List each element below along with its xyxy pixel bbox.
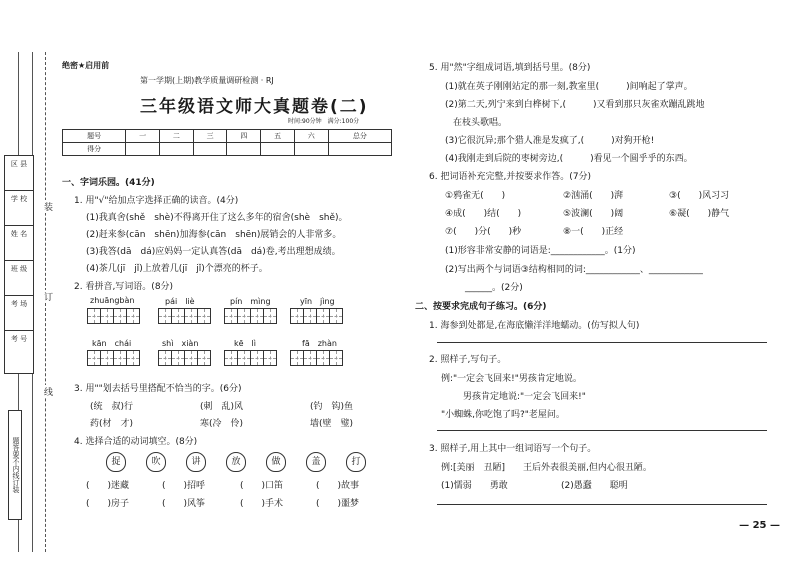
q4-blank[interactable]: ( )手术 [240, 499, 284, 509]
score-cell: 总分 [328, 130, 391, 143]
q1-item: (3)我答(dā dá)应妈妈一定认真答(dā dá)卷,考出理想成绩。 [86, 247, 341, 257]
q4-blank[interactable]: ( )口笛 [240, 481, 284, 491]
answer-line[interactable] [437, 342, 767, 343]
q1-item: (4)茶几(jī jǐ)上放着几(jī jǐ)个漂亮的杯子。 [86, 264, 268, 274]
score-cell: 六 [294, 130, 328, 143]
answer-grid[interactable] [224, 308, 276, 324]
pinyin-label: shì xiàn [162, 339, 199, 348]
fold-mark-zhuang: 装 [44, 200, 53, 213]
q5-item: (1)就在英子刚刚站定的那一刻,教室里( )间响起了掌声。 [445, 82, 693, 92]
q3-option: 寒(冷 伶) [200, 419, 244, 429]
info-box-class: 班 级 [4, 260, 34, 304]
q6-word: ②汹涌( )湃 [563, 191, 624, 201]
score-input[interactable] [261, 143, 295, 156]
q6-subquestion: (2)写出两个与词语③结构相同的词:____________、____________ [445, 265, 703, 275]
score-input[interactable] [294, 143, 328, 156]
q6-word: ⑤波澜( )阔 [563, 209, 624, 219]
score-input[interactable] [227, 143, 261, 156]
q5-item: (4)我刚走到后院的枣树旁边,( )看见一个圆乎乎的东西。 [445, 154, 693, 164]
score-cell: 一 [126, 130, 160, 143]
q3-option: (钓 钩)鱼 [310, 402, 354, 412]
example-text: 例:"一定会飞回来!"男孩肯定地说。 [441, 374, 582, 384]
q1-item: (1)我真舍(shě shè)不得离开住了这么多年的宿舍(shè shě)。 [86, 213, 348, 223]
q6-word: ⑧一( )正经 [563, 227, 624, 237]
answer-grid[interactable] [158, 350, 210, 366]
info-box-room: 考 场 [4, 295, 34, 339]
score-input[interactable] [160, 143, 194, 156]
question-6: 6. 把词语补充完整,并按要求作答。(7分) [429, 172, 592, 182]
verb-lotus: 吹 [146, 452, 166, 472]
exam-title: 三年级语文师大真题卷(二) [140, 97, 369, 117]
pinyin-label: kē lì [234, 339, 256, 348]
q3-option: 墙(壁 璧) [310, 419, 354, 429]
info-box-school: 学 校 [4, 190, 34, 234]
pinyin-label: zhuāngbàn [90, 296, 135, 305]
q6-word: ④成( )结( ) [445, 209, 522, 219]
q5-item: (3)它很沉异;那个猎人准是发疯了,( )对狗开枪! [445, 136, 655, 146]
sentence-q1: 1. 海参到处都是,在海底懒洋洋地蠕动。(仿写拟人句) [429, 321, 640, 331]
pinyin-label: yīn jìng [300, 297, 335, 306]
answer-grid[interactable] [290, 350, 342, 366]
option-pair: (1)懦弱 勇敢 [441, 481, 508, 491]
example-text: 男孩肯定地说:"一定会飞回来!" [463, 392, 586, 402]
question-4: 4. 选择合适的动词填空。(8分) [74, 437, 198, 447]
sentence-q3: 3. 照样子,用上其中一组词语写一个句子。 [429, 444, 597, 454]
score-input[interactable] [126, 143, 160, 156]
q4-blank[interactable]: ( )迷藏 [86, 481, 130, 491]
answer-grid[interactable] [290, 308, 342, 324]
page-number: — 25 — [739, 520, 780, 531]
question-2: 2. 看拼音,写词语。(8分) [74, 282, 174, 292]
verb-lotus: 讲 [186, 452, 206, 472]
q1-item: (2)赶来参(cān shēn)加海参(cān shēn)展销会的人非常多。 [86, 230, 342, 240]
score-cell: 二 [160, 130, 194, 143]
q4-blank[interactable]: ( )故事 [316, 481, 360, 491]
sentence-q2: 2. 照样子,写句子。 [429, 355, 507, 365]
exam-time: 时间:90分钟 满分:100分 [288, 118, 360, 125]
exam-subtitle: 第一学期(上期)教学质量调研检测 · RJ [140, 76, 274, 85]
pinyin-label: pái liè [165, 297, 195, 306]
fold-mark-ding: 订 [44, 290, 53, 303]
score-cell: 四 [227, 130, 261, 143]
info-box-district: 区 县 [4, 155, 34, 199]
answer-grid[interactable] [87, 308, 139, 324]
score-cell: 五 [261, 130, 295, 143]
q6-word: ①鸦雀无( ) [445, 191, 506, 201]
q6-subquestion: ______。(2分) [465, 283, 523, 293]
pinyin-label: fā zhàn [302, 339, 337, 348]
question-3: 3. 用""划去括号里搭配不恰当的字。(6分) [74, 384, 242, 394]
question-1: 1. 用"√"给加点字选择正确的读音。(4分) [74, 196, 239, 206]
verb-lotus: 做 [266, 452, 286, 472]
verb-lotus: 捉 [106, 452, 126, 472]
score-cell: 题号 [63, 130, 126, 143]
secret-label: 绝密★启用前 [62, 61, 110, 70]
fold-mark-xian: 线 [44, 385, 53, 398]
q3-option: (刺 乱)风 [200, 402, 244, 412]
q3-option: 药(材 才) [90, 419, 134, 429]
q6-word: ③( )风习习 [669, 191, 730, 201]
pinyin-label: pín mìng [230, 297, 271, 306]
verb-lotus: 打 [346, 452, 366, 472]
q3-option: (统 叔)行 [90, 402, 134, 412]
q6-word: ⑥凝( )静气 [669, 209, 730, 219]
q6-subquestion: (1)形容非常安静的词语是:____________。(1分) [445, 246, 636, 256]
answer-grid[interactable] [87, 350, 139, 366]
q4-blank[interactable]: ( )风筝 [162, 499, 206, 509]
answer-grid[interactable] [224, 350, 276, 366]
q6-word: ⑦( )分( )秒 [445, 227, 522, 237]
section-1-title: 一、字词乐园。(41分) [62, 178, 155, 188]
binding-note: 题答要不内线订装 [8, 410, 22, 520]
sentence-prompt: "小蜘蛛,你吃饱了吗?"老屋问。 [441, 410, 565, 420]
info-box-number: 考 号 [4, 330, 34, 374]
answer-line[interactable] [437, 504, 767, 505]
pinyin-label: kān chái [92, 339, 132, 348]
score-table [62, 129, 392, 156]
q4-blank[interactable]: ( )房子 [86, 499, 130, 509]
score-input[interactable] [193, 143, 227, 156]
q4-blank[interactable]: ( )招呼 [162, 481, 206, 491]
verb-lotus: 盖 [306, 452, 326, 472]
score-cell: 得分 [63, 143, 126, 156]
verb-lotus: 放 [226, 452, 246, 472]
example-text: 例:[美丽 丑陋] 王后外表很美丽,但内心很丑陋。 [441, 463, 652, 473]
score-cell: 三 [193, 130, 227, 143]
score-input[interactable] [328, 143, 391, 156]
question-5: 5. 用"然"字组成词语,填到括号里。(8分) [429, 63, 591, 73]
q4-blank[interactable]: ( )噩梦 [316, 499, 360, 509]
option-pair: (2)愚蠢 聪明 [561, 481, 628, 491]
answer-line[interactable] [437, 430, 767, 431]
section-2-title: 二、按要求完成句子练习。(6分) [415, 302, 547, 312]
answer-grid[interactable] [158, 308, 210, 324]
q5-item: 在枝头歌唱。 [453, 118, 508, 128]
q5-item: (2)第二天,列宁来到白桦树下,( )又看到那只灰雀欢蹦乱跳地 [445, 100, 705, 110]
info-box-name: 姓 名 [4, 225, 34, 269]
